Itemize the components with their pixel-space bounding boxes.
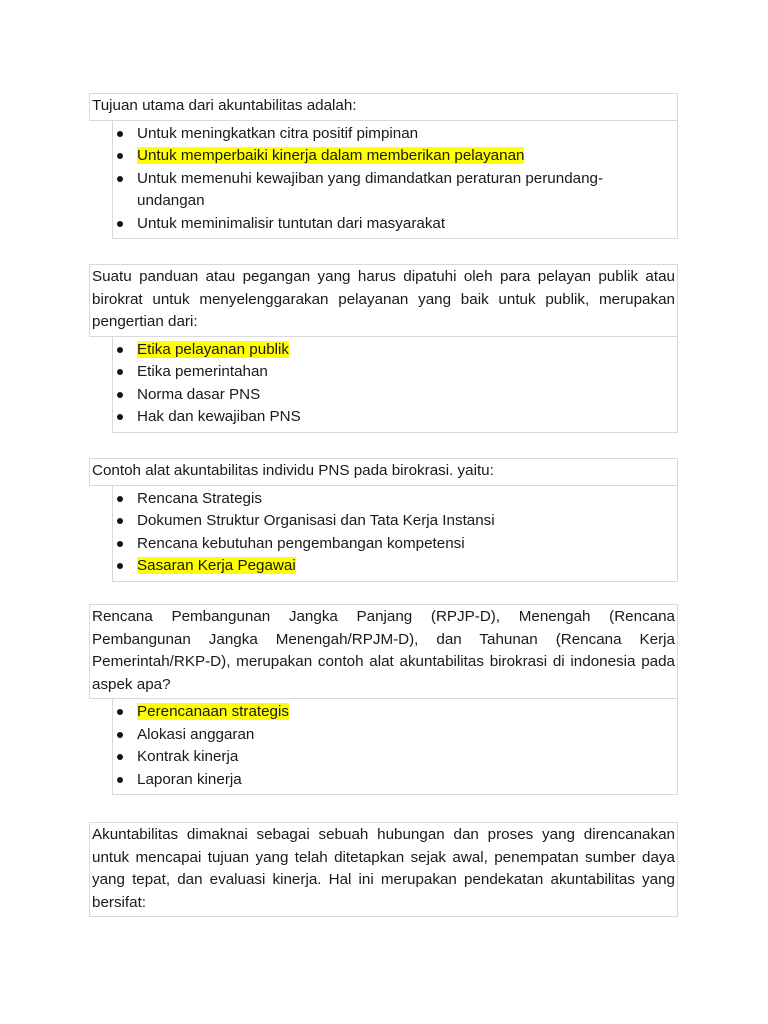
- option-item: [113, 213, 669, 236]
- question-text: Tujuan utama dari akuntabilitas adalah:: [89, 93, 678, 121]
- option-item-answer: [113, 701, 669, 724]
- option-text: Untuk meminimalisir tuntutan dari masyarakat: [137, 214, 446, 232]
- options-list: [113, 123, 669, 236]
- option-text-highlighted: Sasaran Kerja Pegawai: [137, 557, 296, 574]
- option-item: [113, 168, 669, 213]
- option-item: [113, 361, 669, 384]
- option-text-highlighted: Untuk memperbaiki kinerja dalam memberikan pelayanan: [137, 147, 525, 164]
- option-text-highlighted: Etika pelayanan publik: [137, 340, 289, 358]
- options-list: [113, 488, 669, 578]
- option-item: [113, 510, 669, 533]
- option-item: [113, 384, 669, 407]
- question-text: Contoh alat akuntabilitas individu PNS pada birokrasi. yaitu:: [89, 458, 678, 486]
- question-block-2: [89, 264, 678, 433]
- option-item-answer: [113, 555, 669, 578]
- option-text: Norma dasar PNS: [137, 385, 261, 403]
- option-text: Dokumen Struktur Organisasi dan Tata Kerja Instansi: [137, 512, 495, 529]
- option-text-highlighted: Perencanaan strategis: [137, 703, 289, 720]
- question-text: Akuntabilitas dimaknai sebagai sebuah hubungan dan proses yang direncanakan untuk mencapai tujuan yang telah ditetapkan sejak awal, penempatan sumber daya yang tepat, dan evaluasi kinerja. Hal ini merupakan pendekatan akuntabilitas yang bersifat:: [89, 822, 678, 917]
- option-text: Alokasi anggaran: [137, 725, 255, 743]
- option-text: Kontrak kinerja: [137, 748, 239, 765]
- options-list: [113, 701, 669, 791]
- option-text: Rencana Strategis: [137, 489, 262, 507]
- option-text: Laporan kinerja: [137, 770, 242, 788]
- option-item: [113, 406, 669, 429]
- options-box: [112, 699, 678, 795]
- options-box: [112, 486, 678, 582]
- question-text: Suatu panduan atau pegangan yang harus dipatuhi oleh para pelayan publik atau birokrat untuk menyelenggarakan pelayanan yang baik untuk publik, merupakan pengertian dari:: [89, 264, 678, 337]
- option-text: Rencana kebutuhan pengembangan kompetensi: [137, 534, 465, 552]
- option-item-answer: [113, 145, 669, 168]
- option-text: Untuk memenuhi kewajiban yang dimandatkan peraturan perundang-undangan: [137, 169, 604, 209]
- question-block-4: [89, 604, 678, 795]
- option-item: [113, 123, 669, 146]
- question-block-3: [89, 458, 678, 582]
- question-text: Rencana Pembangunan Jangka Panjang (RPJP-D), Menengah (Rencana Pembangunan Jangka Menengah/RPJM-D), dan Tahunan (Rencana Kerja Pemerintah/RKP-D), merupakan contoh alat akuntabilitas birokrasi di indonesia pada aspek apa?: [89, 604, 678, 699]
- option-item: [113, 746, 669, 769]
- option-item: [113, 769, 669, 792]
- option-text: Untuk meningkatkan citra positif pimpinan: [137, 124, 419, 142]
- options-box: [112, 337, 678, 433]
- option-item: [113, 533, 669, 556]
- options-list: [113, 339, 669, 429]
- option-item: [113, 488, 669, 511]
- option-item-answer: [113, 339, 669, 362]
- question-block-1: [89, 93, 678, 239]
- options-box: [112, 121, 678, 240]
- option-text: Hak dan kewajiban PNS: [137, 408, 301, 425]
- option-text: Etika pemerintahan: [137, 363, 268, 380]
- option-item: [113, 724, 669, 747]
- question-block-5: [89, 822, 678, 917]
